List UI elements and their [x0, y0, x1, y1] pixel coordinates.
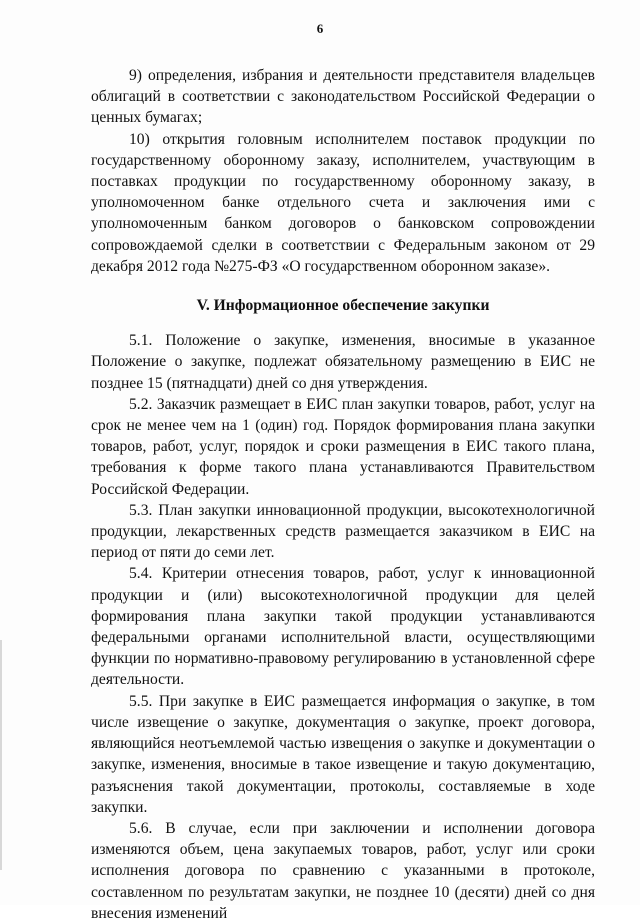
scan-edge-mark [0, 640, 2, 870]
paragraph-5-2: 5.2. Заказчик размещает в ЕИС план закупки товаров, работ, услуг на срок не менее чем на 1 (один) год. Порядок формирования плана закупки товаров, работ, услуг, порядок и сроки размещения в ЕИС такого плана, требования к форме такого плана устанавливаются Правительством Российской Федерации. [91, 395, 595, 498]
paragraph-5-6: 5.6. В случае, если при заключении и исполнении договора изменяются объем, цена закупаемых товаров, работ, услуг или сроки исполнения договора по сравнению с указанными в протоколе, составленном по результатам закупки, не позднее 10 (десяти) дней со дня внесения изменений [91, 819, 595, 922]
paragraph-item-10: 10) открытия головным исполнителем поставок продукции по государственному оборонному заказу, исполнителем, участвующим в поставках продукции по государственному оборонному заказу, в уполномоченном банке отдельного счета и заключения ими с уполномоченным банком договоров о банковском сопровождении сопровождаемой сделки в соответствии с Федеральным законом от 29 декабря 2012 года №275-ФЗ «О государственном оборонном заказе». [91, 130, 595, 275]
section-title: V. Информационное обеспечение закупки [196, 297, 490, 315]
paragraph-item-9: 9) определения, избрания и деятельности представителя владельцев облигаций в соответствии с законодательством Российской Федерации о ценных бумагах; [91, 67, 595, 127]
paragraph-5-3: 5.3. План закупки инновационной продукции, высокотехнологичной продукции, лекарственных средств размещается заказчиком в ЕИС на период от пяти до семи лет. [91, 501, 595, 562]
paragraph-5-4: 5.4. Критерии отнесения товаров, работ, услуг к инновационной продукции и (или) высокотехнологичной продукции для целей формирования плана закупки такой продукции устанавливаются федеральными органами исполнительной власти, осуществляющими функции по нормативно-правовому регулированию в установленной сфере деятельности. [91, 565, 595, 689]
paragraph-5-1: 5.1. Положение о закупке, изменения, вносимые в указанное Положение о закупке, подлежат обязательному размещению в ЕИС не позднее 15 (пятнадцати) дней со дня утверждения. [91, 332, 595, 392]
paragraph-5-5: 5.5. При закупке в ЕИС размещается информация о закупке, в том числе извещение о закупке, документация о закупке, проект договора, являющийся неотъемлемой частью извещения о закупке и документации о закупке, изменения, вносимые в такое извещение и такую документацию, разъяснения такой документации, протоколы, составляемые в ходе закупки. [91, 692, 595, 816]
document-body [91, 65, 595, 924]
page-number: 6 [316, 21, 324, 36]
